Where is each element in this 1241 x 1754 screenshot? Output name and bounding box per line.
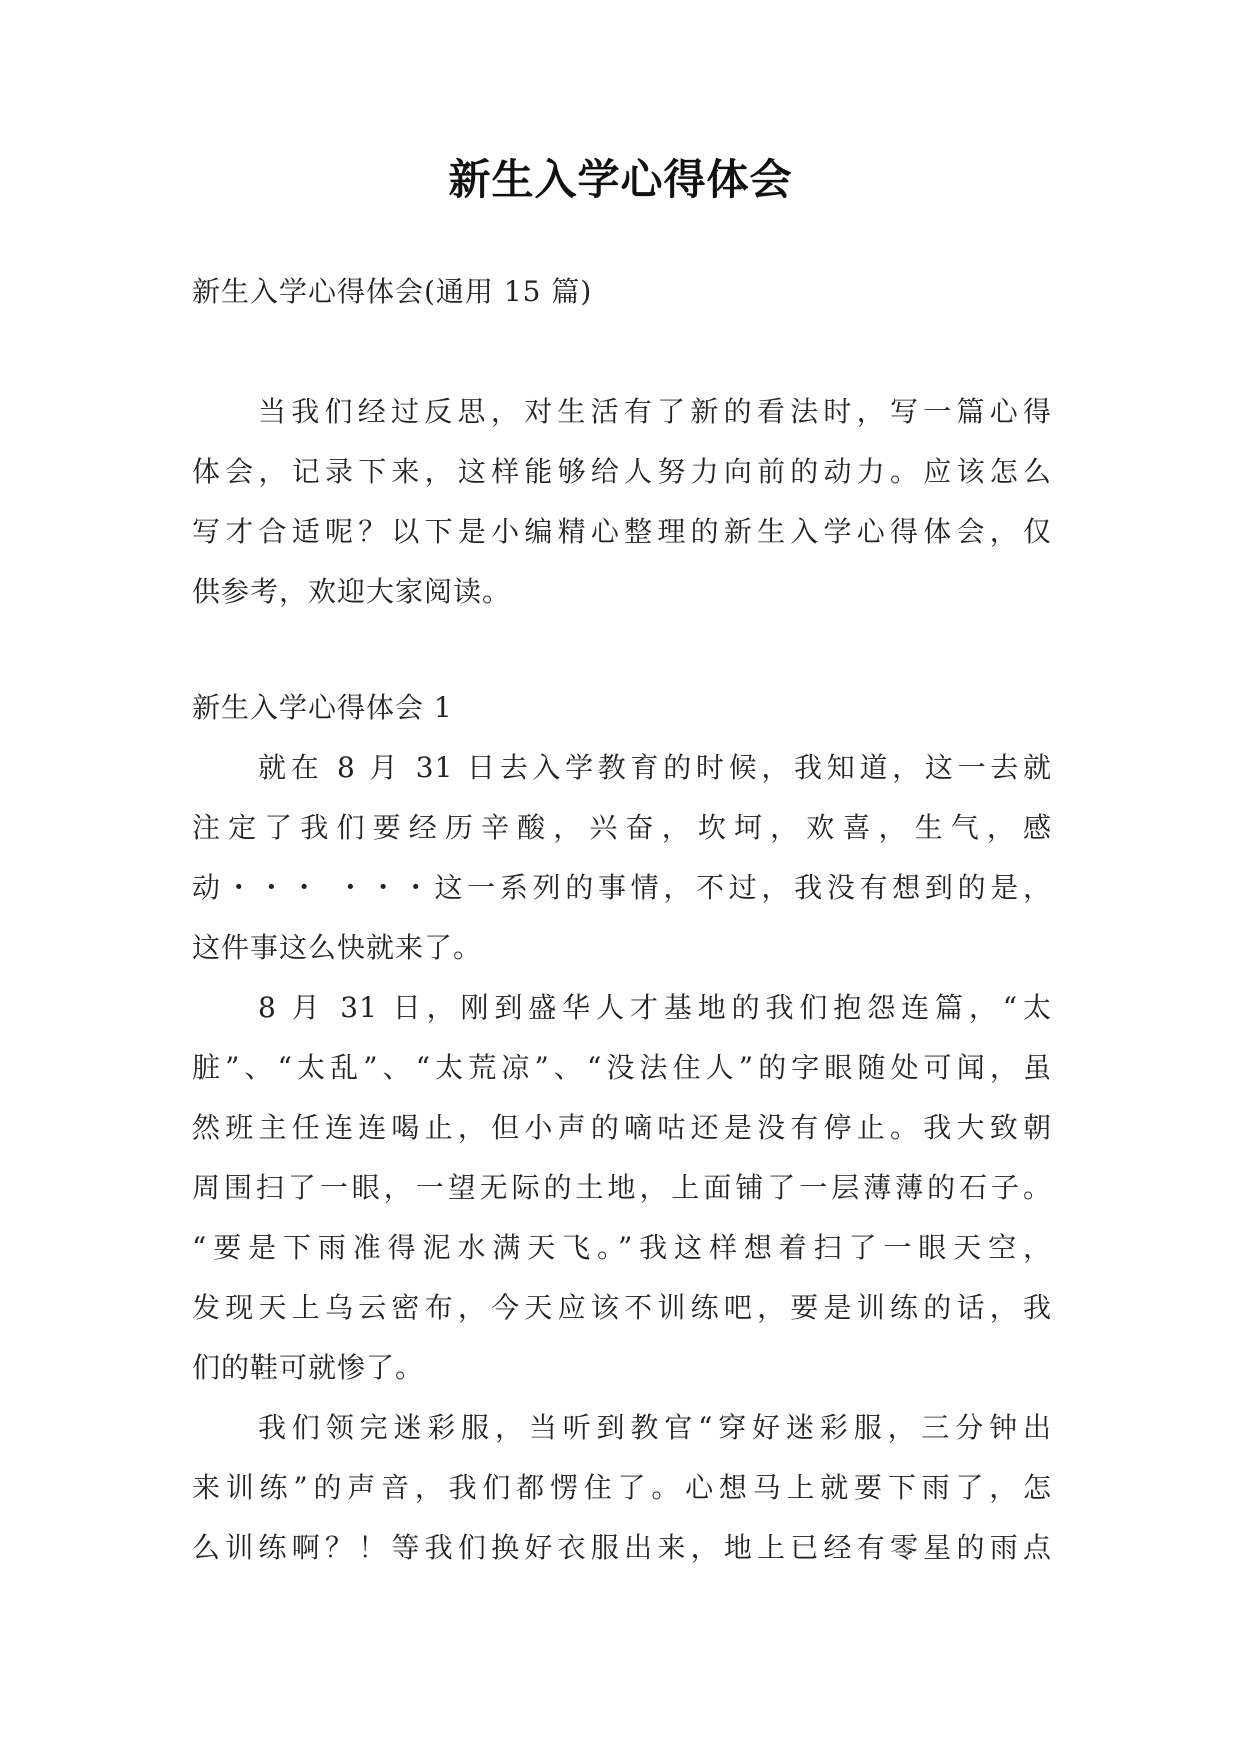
- paragraph-line: 发现天上乌云密布，今天应该不训练吧，要是训练的话，我: [192, 1291, 1052, 1324]
- body-paragraph: [192, 738, 1052, 978]
- paragraph-line: 这件事这么快就来了。: [192, 931, 483, 964]
- document-title: 新生入学心得体会: [448, 155, 793, 204]
- paragraph-line: 体会，记录下来，这样能够给人努力向前的动力。应该怎么: [192, 455, 1052, 488]
- paragraph-line: “要是下雨准得泥水满天飞。”我这样想着扫了一眼天空，: [192, 1231, 1052, 1264]
- paragraph-line: 脏”、“太乱”、“太荒凉”、“没法住人”的字眼随处可闻，虽: [192, 1051, 1052, 1084]
- document-subtitle: 新生入学心得体会(通用 15 篇): [192, 275, 593, 308]
- section-heading: 新生入学心得体会 1: [192, 691, 453, 724]
- paragraph-line: 当我们经过反思，对生活有了新的看法时，写一篇心得: [258, 395, 1052, 428]
- paragraph-line: 们的鞋可就惨了。: [192, 1351, 425, 1384]
- paragraph-line: 供参考，欢迎大家阅读。: [192, 575, 512, 608]
- body-paragraph: [192, 1398, 1052, 1578]
- paragraph-line: 写才合适呢？以下是小编精心整理的新生入学心得体会，仅: [192, 515, 1052, 548]
- paragraph-line: 来训练”的声音，我们都愣住了。心想马上就要下雨了，怎: [192, 1471, 1052, 1504]
- body-paragraph: [192, 978, 1052, 1398]
- intro-paragraph: [192, 382, 1052, 622]
- paragraph-line: 就在 8 月 31 日去入学教育的时候，我知道，这一去就: [258, 751, 1052, 784]
- paragraph-line: 么训练啊？！等我们换好衣服出来，地上已经有零星的雨点: [192, 1531, 1052, 1564]
- paragraph-line: 然班主任连连喝止，但小声的嘀咕还是没有停止。我大致朝: [192, 1111, 1052, 1144]
- paragraph-line: 注定了我们要经历辛酸，兴奋，坎坷，欢喜，生气，感: [192, 811, 1052, 844]
- paragraph-line: 动・・・ ・・・这一系列的事情，不过，我没有想到的是，: [192, 871, 1052, 904]
- paragraph-line: 我们领完迷彩服，当听到教官“穿好迷彩服，三分钟出: [258, 1411, 1052, 1444]
- paragraph-line: 周围扫了一眼，一望无际的土地，上面铺了一层薄薄的石子。: [192, 1171, 1052, 1204]
- spacer: [192, 322, 1052, 382]
- paragraph-line: 8 月 31 日，刚到盛华人才基地的我们抱怨连篇，“太: [258, 991, 1052, 1024]
- spacer: [192, 622, 1052, 678]
- document-body: [192, 262, 1052, 1578]
